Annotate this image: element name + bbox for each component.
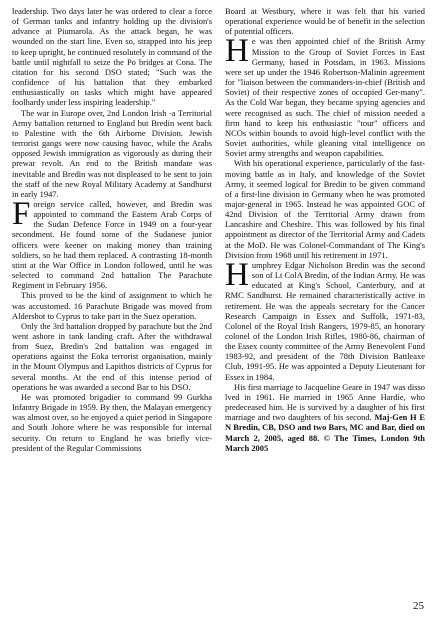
drop-cap: H — [225, 256, 249, 293]
drop-cap: F — [12, 195, 31, 232]
article-page — [12, 6, 425, 602]
paragraph: This proved to be the kind of assignment to which he was accustomed. 16 Parachute Brigade was moved from Aldershot to Cyprus to take part in the Suez operation. — [12, 290, 212, 321]
paragraph: The war in Europe over, 2nd London Irish -a Territorial Army battalion returned to England but Bredin went back to Palestine with the 6th Airborne Division. Jewish terrorist gangs were now causing havoc, while the Arabs opposed Jewish immigration as vigorously as during their prewar revolt. An end to the British mandate was inevitable and Bredin was not displeased to be sent to join the staff of the new Royal Military Academy at Sandhurst in early 1947. — [12, 107, 212, 199]
paragraph-text: e was then appointed chief of the British Army Mission to the Group of Soviet Forces in East Germany, based in Potsdam, in 1963. Missions were set up under the 1946 Robertson-Malinin agreement for "liaison between the commanders-in-chief (British and Soviet) of their respective zones of occupied Ger-many". As the Cold War began, they became spying agencies and were recognised as such. The chief of mission needed a firm hand to keep his enthusiastic "tour" officers and NCOs within bounds to avoid high-level conflict with the Soviet authorities, while gleaning vital intelligence on Soviet army strengths and weapon capabilities. — [225, 36, 425, 159]
paragraph: leadership. Two days later he was ordered to clear a force of German tanks and infantry holding up the division's advance at Piumarola. As the attack began, he was wounded on the start line. Even so, strapped into his jeep to keep upright, he continued resolutely in command of the battle until nightfall to seize the Po bridges at Cona. The citation for his second DSO stated; "Such was the confidence of his battalion that they embarked enthusiastically on tasks which might have appeared foolhardy under less inspiring leadership." — [12, 6, 212, 108]
paragraph-dropcap — [225, 33, 425, 159]
paragraph-dropcap — [12, 195, 212, 291]
left-column — [12, 6, 212, 602]
paragraph: Board at Westbury, where it was felt that his varied operational experience would be of benefit in the selection of potential officers. — [225, 6, 425, 37]
drop-cap: H — [225, 33, 249, 70]
page-number: 25 — [413, 600, 424, 612]
obituary-credit: Maj-Gen H E N Bredin, CB, DSO and two Bars, MC and Bar, died on March 2, 2005, aged 88. © The Times, London 9th March 2005 — [225, 412, 425, 453]
paragraph-dropcap — [225, 256, 425, 382]
paragraph-text: umphrey Edgar Nicholson Bredin was the second son of Lt ColA Bredin, of the Indian Army. He was educated at King's School, Canterbury, and at RMC Sandhurst. He remained characteristically active in retirement. He was the appeals secretary for the Cancer Research Campaign in Essex and Suffolk, 1971-83, Colonel of the Royal Irish Rangers, 1979-85, an honorary colonel of the London Irish Rifles, 1980-86, chairman of the Essex county committee of the Army Benevolent Fund 1983-92, and president of the 78th Division Battleaxe Club, 1991-95. He was appointed a Deputy Lieutenant for Essex in 1984. — [225, 259, 425, 382]
paragraph-text: His first marriage to Jacqueline Geare in 1947 was disso lved in 1961. He married in 1965 Anne Hardie, who predeceased him. He is survived by a daughter of his first marriage and two daughters of his second. — [225, 381, 425, 423]
paragraph — [225, 382, 425, 453]
paragraph: With his operational experience, particularly of the fast-moving battle as in Italy, and knowledge of the Soviet Army, it seemed logical for Bredin to be given command of a first-line division in Germany when he was promoted major-general in 1965. Instead he was appointed GOC of 42nd Division of the Territorial Army drawn from Lancashire and Cheshire. This was followed by his final appointment as director of the Territorial Army and Cadets at the MoD. He was Colonel-Commandant of The King's Division from 1968 until his retirement in 1971. — [225, 158, 425, 260]
paragraph: Only the 3rd battalion dropped by parachute but the 2nd went ashore in tank landing craft. After the withdrawal from Suez, Bredin's 2nd battalion was engaged in operations against the Eoka terrorist organisation, mainly in the Mount Olympus and Lapithos districts of Cyprus for several months. At the end of this intense period of operations he was awarded a second Bar to his DSO. — [12, 320, 212, 392]
paragraph: He was promoted brigadier to command 99 Gurkha Infantry Brigade in 1959. By then, the Malayan emergency was almost over, so he enjoyed a quiet period in Singapore and South Johore where he was responsible for internal security. On return to England he was briefly vice-president of the Regular Commissions — [12, 391, 212, 453]
right-column — [225, 6, 425, 602]
paragraph-text: oreign service called, however, and Bredin was appointed to command the Eastern Arab Corps of the Sudan Defence Force in 1949 on a four-year secondment. He found some of the Sudanese junior officers were keener on making money than training soldiers, so he had them replaced. A contrasting 18-month stint at the War Office in London followed, until he was selected to command 2nd battalion The Parachute Regiment in February 1956. — [12, 198, 212, 291]
